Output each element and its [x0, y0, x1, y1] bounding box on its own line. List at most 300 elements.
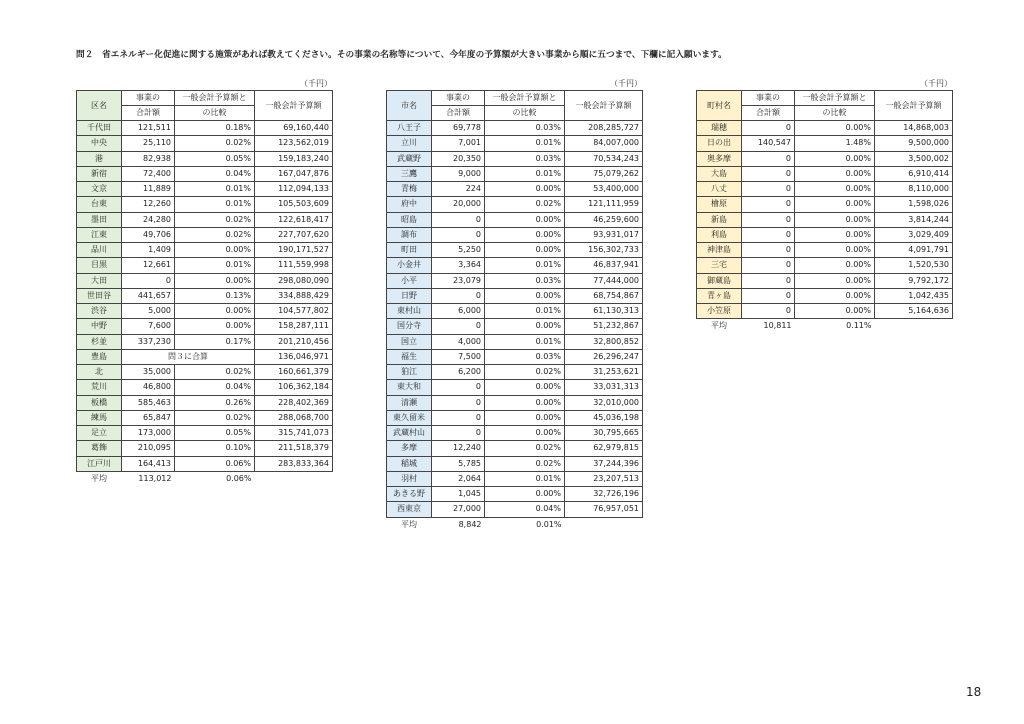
budget-ratio: 0.00% — [795, 151, 875, 166]
municipality-name: 葛飾 — [77, 441, 122, 456]
table-row — [77, 395, 333, 410]
municipality-name: 日野 — [387, 288, 432, 303]
general-budget: 315,741,073 — [255, 426, 333, 441]
general-budget: 227,707,620 — [255, 227, 333, 242]
business-total: 140,547 — [742, 136, 795, 151]
header-row — [77, 91, 333, 106]
business-total: 7,001 — [432, 136, 485, 151]
municipality-name: 中野 — [77, 319, 122, 334]
ratio-header-line2: の比較 — [485, 106, 565, 121]
total-header-line2: 合計額 — [122, 106, 175, 121]
business-total: 72,400 — [122, 166, 175, 181]
table-row — [77, 273, 333, 288]
municipality-name: 日の出 — [697, 136, 742, 151]
total-header-line1: 事業の — [742, 91, 795, 106]
table-row — [77, 304, 333, 319]
table-row — [77, 319, 333, 334]
page-number: 18 — [966, 685, 982, 699]
unit-label: （千円） — [610, 79, 642, 88]
table-row — [77, 243, 333, 258]
budget-ratio: 0.00% — [795, 273, 875, 288]
ratio-header-line2: の比較 — [795, 106, 875, 121]
municipality-name: 荒川 — [77, 380, 122, 395]
table-row — [77, 136, 333, 151]
header-row — [697, 91, 953, 106]
budget-ratio: 0.02% — [485, 441, 565, 456]
general-budget: 228,402,369 — [255, 395, 333, 410]
municipality-name: 東村山 — [387, 304, 432, 319]
budget-ratio: 0.01% — [485, 334, 565, 349]
general-budget: 158,287,111 — [255, 319, 333, 334]
business-total: 35,000 — [122, 365, 175, 380]
business-total: 82,938 — [122, 151, 175, 166]
municipality-name: 西東京 — [387, 502, 432, 517]
municipality-name: 奥多摩 — [697, 151, 742, 166]
business-total: 5,250 — [432, 243, 485, 258]
general-budget: 159,183,240 — [255, 151, 333, 166]
business-total: 0 — [742, 212, 795, 227]
total-header-line2: 合計額 — [742, 106, 795, 121]
municipality-name: 府中 — [387, 197, 432, 212]
budget-ratio: 0.00% — [795, 304, 875, 319]
budget-ratio: 0.03% — [485, 121, 565, 136]
business-total: 20,350 — [432, 151, 485, 166]
general-budget: 201,210,456 — [255, 334, 333, 349]
general-budget: 32,800,852 — [565, 334, 643, 349]
general-budget: 84,007,000 — [565, 136, 643, 151]
table-row — [697, 182, 953, 197]
average-row — [77, 471, 333, 486]
business-total: 210,095 — [122, 441, 175, 456]
general-budget: 77,444,000 — [565, 273, 643, 288]
general-budget: 32,726,196 — [565, 487, 643, 502]
towns-panel — [696, 78, 958, 334]
budget-ratio: 0.02% — [485, 456, 565, 471]
table-row — [77, 212, 333, 227]
table-row — [697, 288, 953, 303]
business-total: 0 — [742, 258, 795, 273]
general-budget: 45,036,198 — [565, 410, 643, 425]
general-budget: 283,833,364 — [255, 456, 333, 471]
general-budget: 61,130,313 — [565, 304, 643, 319]
general-budget: 68,754,867 — [565, 288, 643, 303]
budget-ratio: 0.17% — [175, 334, 255, 349]
budget-ratio: 0.00% — [795, 197, 875, 212]
municipality-name: 文京 — [77, 182, 122, 197]
general-budget: 3,500,002 — [875, 151, 953, 166]
budget-ratio: 0.00% — [485, 410, 565, 425]
business-total: 27,000 — [432, 502, 485, 517]
budget-ratio: 0.02% — [485, 197, 565, 212]
merged-note: 問３に合算 — [122, 349, 255, 364]
general-budget: 46,259,600 — [565, 212, 643, 227]
table-row — [77, 365, 333, 380]
table-row — [77, 227, 333, 242]
average-ratio: 0.11% — [846, 321, 872, 331]
business-total: 0 — [432, 395, 485, 410]
budget-ratio: 0.00% — [485, 227, 565, 242]
business-total: 0 — [742, 273, 795, 288]
cities-table — [386, 90, 643, 532]
municipality-name: あきる野 — [387, 487, 432, 502]
business-total: 3,364 — [432, 258, 485, 273]
budget-ratio: 0.10% — [175, 441, 255, 456]
general-budget: 30,795,665 — [565, 426, 643, 441]
general-budget: 3,029,409 — [875, 227, 953, 242]
business-total: 24,280 — [122, 212, 175, 227]
business-total: 173,000 — [122, 426, 175, 441]
average-empty — [875, 319, 953, 334]
table-row — [697, 166, 953, 181]
municipality-name: 青ヶ島 — [697, 288, 742, 303]
municipality-name: 稲城 — [387, 456, 432, 471]
table-row — [387, 243, 643, 258]
municipality-name: 練馬 — [77, 410, 122, 425]
general-budget: 62,979,815 — [565, 441, 643, 456]
table-row — [77, 182, 333, 197]
municipality-name: 北 — [77, 365, 122, 380]
general-budget: 32,010,000 — [565, 395, 643, 410]
business-total: 0 — [122, 273, 175, 288]
business-total: 9,000 — [432, 166, 485, 181]
general-budget: 5,164,636 — [875, 304, 953, 319]
budget-ratio: 0.00% — [485, 426, 565, 441]
municipality-name: 福生 — [387, 349, 432, 364]
ratio-header-line1: 一般会計予算額と — [485, 91, 565, 106]
municipality-name: 小笠原 — [697, 304, 742, 319]
budget-ratio: 0.02% — [485, 365, 565, 380]
budget-ratio: 0.00% — [485, 395, 565, 410]
municipality-name: 立川 — [387, 136, 432, 151]
general-budget: 51,232,867 — [565, 319, 643, 334]
average-empty — [565, 517, 643, 532]
table-row — [697, 197, 953, 212]
general-budget: 111,559,998 — [255, 258, 333, 273]
general-budget: 334,888,429 — [255, 288, 333, 303]
municipality-name: 三宅 — [697, 258, 742, 273]
general-budget: 1,520,530 — [875, 258, 953, 273]
budget-ratio: 0.00% — [795, 182, 875, 197]
municipality-name: 八丈 — [697, 182, 742, 197]
municipality-name: 調布 — [387, 227, 432, 242]
table-row — [77, 288, 333, 303]
unit-label: （千円） — [300, 79, 332, 88]
unit-label: （千円） — [920, 79, 952, 88]
general-budget: 46,837,941 — [565, 258, 643, 273]
business-total: 20,000 — [432, 197, 485, 212]
business-total: 25,110 — [122, 136, 175, 151]
business-total: 0 — [742, 166, 795, 181]
towns-table — [696, 90, 953, 334]
business-total: 65,847 — [122, 410, 175, 425]
budget-ratio: 0.02% — [175, 365, 255, 380]
municipality-name: 東大和 — [387, 380, 432, 395]
budget-ratio: 0.04% — [175, 380, 255, 395]
municipality-name: 小金井 — [387, 258, 432, 273]
municipality-name: 昭島 — [387, 212, 432, 227]
business-total: 12,260 — [122, 197, 175, 212]
municipality-name: 御蔵島 — [697, 273, 742, 288]
business-total: 0 — [432, 410, 485, 425]
general-budget: 104,577,802 — [255, 304, 333, 319]
general-budget: 8,110,000 — [875, 182, 953, 197]
general-budget: 105,503,609 — [255, 197, 333, 212]
budget-ratio: 0.00% — [795, 166, 875, 181]
general-budget: 190,171,527 — [255, 243, 333, 258]
average-total: 8,842 — [458, 519, 482, 529]
business-total: 46,800 — [122, 380, 175, 395]
general-budget: 160,661,379 — [255, 365, 333, 380]
budget-ratio: 0.00% — [795, 121, 875, 136]
table-row — [77, 456, 333, 471]
budget-ratio: 0.00% — [485, 243, 565, 258]
budget-header: 一般会計予算額 — [875, 91, 953, 121]
table-row — [77, 166, 333, 181]
table-row — [387, 166, 643, 181]
business-total: 5,785 — [432, 456, 485, 471]
municipality-name: 小平 — [387, 273, 432, 288]
business-total: 69,778 — [432, 121, 485, 136]
business-total: 0 — [742, 197, 795, 212]
header-row — [387, 91, 643, 106]
table-row — [387, 334, 643, 349]
general-budget: 122,618,417 — [255, 212, 333, 227]
budget-header: 一般会計予算額 — [565, 91, 643, 121]
business-total: 6,200 — [432, 365, 485, 380]
table-row — [387, 212, 643, 227]
table-row — [77, 349, 333, 364]
municipality-name: 檜原 — [697, 197, 742, 212]
table-row — [387, 304, 643, 319]
business-total: 0 — [742, 243, 795, 258]
municipality-name: 足立 — [77, 426, 122, 441]
budget-ratio: 0.00% — [175, 319, 255, 334]
general-budget: 23,207,513 — [565, 471, 643, 486]
municipality-name: 青梅 — [387, 182, 432, 197]
table-row — [387, 136, 643, 151]
general-budget: 14,868,003 — [875, 121, 953, 136]
table-row — [387, 151, 643, 166]
general-budget: 76,957,051 — [565, 502, 643, 517]
average-label: 平均 — [711, 321, 727, 331]
municipality-name: 中央 — [77, 136, 122, 151]
municipality-name: 港 — [77, 151, 122, 166]
municipality-name: 狛江 — [387, 365, 432, 380]
business-total: 224 — [432, 182, 485, 197]
budget-ratio: 0.00% — [795, 243, 875, 258]
table-row — [697, 304, 953, 319]
municipality-name: 大島 — [697, 166, 742, 181]
budget-ratio: 0.00% — [485, 380, 565, 395]
table-row — [387, 121, 643, 136]
business-total: 0 — [742, 288, 795, 303]
general-budget: 112,094,133 — [255, 182, 333, 197]
municipality-name: 清瀬 — [387, 395, 432, 410]
table-row — [387, 410, 643, 425]
average-label: 平均 — [401, 519, 417, 529]
budget-ratio: 0.01% — [175, 182, 255, 197]
total-header-line1: 事業の — [122, 91, 175, 106]
municipality-name: 武蔵村山 — [387, 426, 432, 441]
business-total: 0 — [742, 182, 795, 197]
business-total: 585,463 — [122, 395, 175, 410]
business-total: 121,511 — [122, 121, 175, 136]
table-row — [387, 395, 643, 410]
budget-ratio: 0.04% — [175, 166, 255, 181]
budget-ratio: 0.01% — [485, 471, 565, 486]
average-empty — [255, 471, 333, 486]
general-budget: 31,253,621 — [565, 365, 643, 380]
table-row — [77, 151, 333, 166]
table-row — [77, 334, 333, 349]
business-total: 7,500 — [432, 349, 485, 364]
budget-ratio: 0.01% — [175, 258, 255, 273]
general-budget: 75,079,262 — [565, 166, 643, 181]
general-budget: 106,362,184 — [255, 380, 333, 395]
general-budget: 136,046,971 — [255, 349, 333, 364]
business-total: 0 — [742, 304, 795, 319]
average-ratio: 0.06% — [226, 473, 252, 483]
municipality-name: 神津島 — [697, 243, 742, 258]
budget-ratio: 0.03% — [485, 349, 565, 364]
general-budget: 123,562,019 — [255, 136, 333, 151]
municipality-name: 目黒 — [77, 258, 122, 273]
table-row — [77, 380, 333, 395]
name-column-header: 町村名 — [697, 91, 742, 121]
table-row — [387, 197, 643, 212]
budget-ratio: 0.00% — [795, 288, 875, 303]
average-total: 113,012 — [138, 473, 172, 483]
budget-ratio: 0.02% — [175, 227, 255, 242]
business-total: 0 — [432, 288, 485, 303]
table-row — [387, 426, 643, 441]
municipality-name: 世田谷 — [77, 288, 122, 303]
cities-panel — [386, 78, 648, 532]
table-row — [697, 151, 953, 166]
general-budget: 53,400,000 — [565, 182, 643, 197]
general-budget: 37,244,396 — [565, 456, 643, 471]
budget-ratio: 0.00% — [175, 243, 255, 258]
budget-ratio: 0.00% — [485, 487, 565, 502]
municipality-name: 瑞穂 — [697, 121, 742, 136]
wards-panel — [76, 78, 338, 486]
budget-ratio: 0.26% — [175, 395, 255, 410]
municipality-name: 江東 — [77, 227, 122, 242]
table-row — [77, 441, 333, 456]
general-budget: 26,296,247 — [565, 349, 643, 364]
ratio-header-line1: 一般会計予算額と — [795, 91, 875, 106]
table-row — [77, 410, 333, 425]
business-total: 6,000 — [432, 304, 485, 319]
budget-ratio: 0.00% — [485, 319, 565, 334]
municipality-name: 豊島 — [77, 349, 122, 364]
table-row — [387, 258, 643, 273]
municipality-name: 台東 — [77, 197, 122, 212]
municipality-name: 墨田 — [77, 212, 122, 227]
total-header-line2: 合計額 — [432, 106, 485, 121]
general-budget: 69,160,440 — [255, 121, 333, 136]
budget-ratio: 0.02% — [175, 136, 255, 151]
municipality-name: 千代田 — [77, 121, 122, 136]
municipality-name: 品川 — [77, 243, 122, 258]
table-row — [387, 456, 643, 471]
budget-ratio: 0.01% — [485, 166, 565, 181]
business-total: 337,230 — [122, 334, 175, 349]
budget-ratio: 0.01% — [485, 136, 565, 151]
budget-ratio: 0.00% — [795, 227, 875, 242]
general-budget: 3,814,244 — [875, 212, 953, 227]
business-total: 1,045 — [432, 487, 485, 502]
general-budget: 1,042,435 — [875, 288, 953, 303]
table-row — [387, 365, 643, 380]
table-row — [387, 441, 643, 456]
budget-ratio: 0.03% — [485, 273, 565, 288]
municipality-name: 江戸川 — [77, 456, 122, 471]
ratio-header-line1: 一般会計予算額と — [175, 91, 255, 106]
business-total: 49,706 — [122, 227, 175, 242]
general-budget: 9,792,172 — [875, 273, 953, 288]
budget-ratio: 0.05% — [175, 151, 255, 166]
general-budget: 93,931,017 — [565, 227, 643, 242]
general-budget: 208,285,727 — [565, 121, 643, 136]
table-row — [697, 258, 953, 273]
business-total: 164,413 — [122, 456, 175, 471]
name-column-header: 市名 — [387, 91, 432, 121]
business-total: 0 — [432, 319, 485, 334]
general-budget: 1,598,026 — [875, 197, 953, 212]
table-row — [387, 227, 643, 242]
business-total: 0 — [742, 151, 795, 166]
municipality-name: 羽村 — [387, 471, 432, 486]
municipality-name: 国立 — [387, 334, 432, 349]
table-row — [387, 349, 643, 364]
business-total: 0 — [742, 227, 795, 242]
budget-ratio: 0.00% — [485, 212, 565, 227]
municipality-name: 渋谷 — [77, 304, 122, 319]
municipality-name: 町田 — [387, 243, 432, 258]
budget-ratio: 0.00% — [175, 273, 255, 288]
table-row — [387, 273, 643, 288]
municipality-name: 新宿 — [77, 166, 122, 181]
average-total: 10,811 — [763, 321, 792, 331]
municipality-name: 板橋 — [77, 395, 122, 410]
municipality-name: 東久留米 — [387, 410, 432, 425]
table-row — [387, 487, 643, 502]
municipality-name: 多摩 — [387, 441, 432, 456]
business-total: 5,000 — [122, 304, 175, 319]
general-budget: 298,080,090 — [255, 273, 333, 288]
budget-ratio: 0.01% — [485, 258, 565, 273]
table-row — [697, 243, 953, 258]
budget-header: 一般会計予算額 — [255, 91, 333, 121]
business-total: 4,000 — [432, 334, 485, 349]
general-budget: 6,910,414 — [875, 166, 953, 181]
budget-ratio: 0.13% — [175, 288, 255, 303]
table-row — [77, 197, 333, 212]
municipality-name: 大田 — [77, 273, 122, 288]
budget-ratio: 0.18% — [175, 121, 255, 136]
municipality-name: 杉並 — [77, 334, 122, 349]
table-row — [77, 426, 333, 441]
table-row — [77, 121, 333, 136]
table-row — [697, 227, 953, 242]
table-row — [697, 121, 953, 136]
business-total: 0 — [432, 227, 485, 242]
table-row — [697, 273, 953, 288]
table-row — [387, 471, 643, 486]
average-row — [697, 319, 953, 334]
wards-table — [76, 90, 333, 486]
